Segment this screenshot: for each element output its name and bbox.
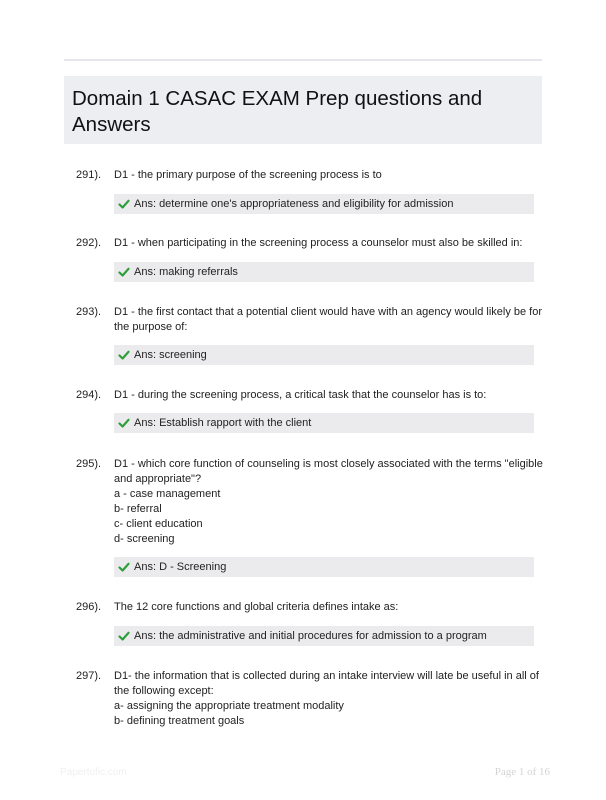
question-text (114, 600, 538, 615)
question-number: 293). (76, 306, 102, 318)
checkmark-icon (118, 630, 130, 642)
question-option: b- defining treatment goals (114, 715, 245, 727)
question-number: 291). (76, 169, 102, 181)
page-indicator: Page 1 of 16 (494, 766, 550, 778)
question-option: b- referral (114, 503, 162, 515)
question-text-line: The 12 core functions and global criteria defines intake as: (114, 601, 399, 613)
answer-box (114, 345, 534, 365)
question-text-line: D1 - the primary purpose of the screening process is to (114, 169, 382, 181)
question-option: c- client education (114, 518, 203, 530)
answer-text: Ans: determine one's appropriateness and eligibility for admission (134, 197, 454, 210)
question-text-line: the following except: (114, 685, 214, 697)
checkmark-icon (118, 198, 130, 210)
question-text (114, 305, 543, 335)
answer-box (114, 194, 534, 214)
question-text-line: D1 - during the screening process, a critical task that the counselor has is to: (114, 389, 487, 401)
question-text-line: and appropriate"? (114, 473, 202, 485)
question-text-line: the purpose of: (114, 321, 188, 333)
question-option: d- screening (114, 533, 175, 545)
question-number: 295). (76, 458, 102, 470)
answer-box (114, 557, 534, 577)
checkmark-icon (118, 561, 130, 573)
question-number: 294). (76, 389, 102, 401)
question-number: 292). (76, 237, 102, 249)
answer-box (114, 262, 534, 282)
question-option: a - case management (114, 488, 221, 500)
checkmark-icon (118, 266, 130, 278)
answer-text: Ans: the administrative and initial procedures for admission to a program (134, 629, 487, 642)
question-text (114, 168, 538, 183)
question-option: a- assigning the appropriate treatment modality (114, 700, 344, 712)
answer-text: Ans: Establish rapport with the client (134, 416, 312, 429)
footer-watermark: Papertofic.com (60, 767, 127, 778)
question-text-line: D1 - when participating in the screening process a counselor must also be skilled in: (114, 237, 523, 249)
answer-text: Ans: making referrals (134, 265, 238, 278)
page-title-line-1: Domain 1 CASAC EXAM Prep questions and (72, 87, 483, 110)
question-number: 297). (76, 670, 102, 682)
page-title-line-2: Answers (72, 113, 151, 136)
question-text (114, 457, 543, 547)
answer-box (114, 413, 534, 433)
answer-text: Ans: D - Screening (134, 560, 227, 573)
question-text-line: D1- the information that is collected during an intake interview will late be useful in all of (114, 670, 539, 682)
checkmark-icon (118, 417, 130, 429)
question-text (114, 236, 538, 251)
question-number: 296). (76, 601, 102, 613)
answer-text: Ans: screening (134, 348, 207, 361)
answer-box (114, 626, 534, 646)
question-text-line: D1 - the first contact that a potential client would have with an agency would likely be for (114, 306, 543, 318)
question-text (114, 669, 538, 729)
question-text-line: D1 - which core function of counseling is most closely associated with the terms "eligible (114, 458, 543, 470)
question-text (114, 388, 538, 403)
checkmark-icon (118, 349, 130, 361)
